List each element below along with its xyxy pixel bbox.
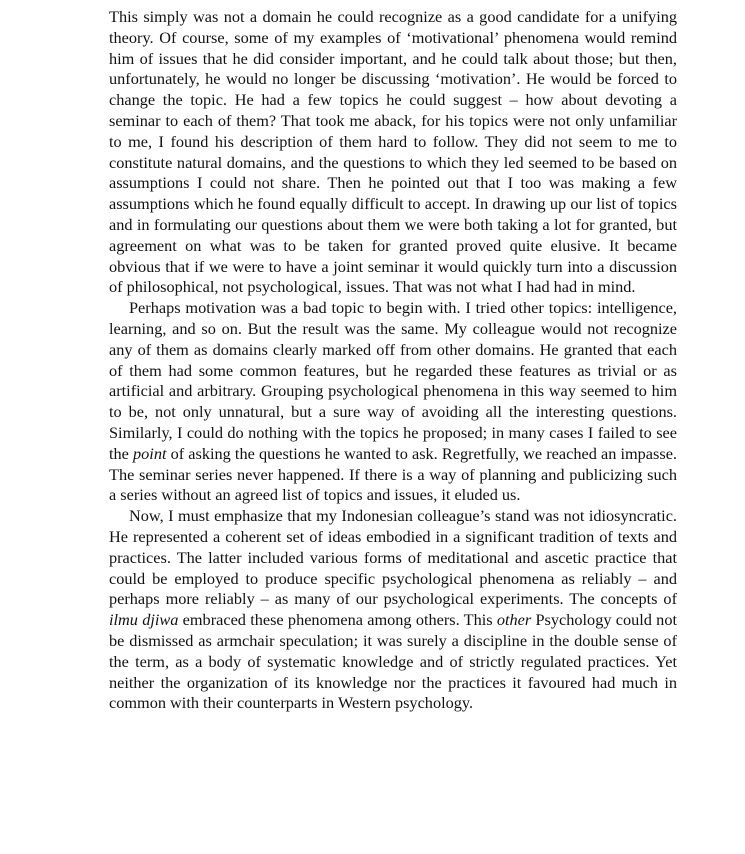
page-text [109,7,677,714]
paragraph-3-text-a: Now, I must emphasize that my Indonesian colleague’s stand was not idiosyncratic. He represented a coherent set of ideas embodied in a significant tradition of texts and practices. The latter included various forms of meditational and ascetic practice that could be employed to produce specific psychological phenomena as reliably – and perhaps more reliably – as many of our psychological experiments. The concepts of [109,506,677,609]
paragraph-3-text-c: Psychology could not be dismissed as armchair speculation; it was surely a discipline in the double sense of the term, as a body of systematic knowledge and of strictly regulated practices. Yet neither the organization of its knowledge nor the practices it favoured had much in common with their counterparts in Western psychology. [109,610,677,713]
paragraph-2-text-a: Perhaps motivation was a bad topic to begin with. I tried other topics: intelligence, learning, and so on. But the result was the same. My colleague would not recognize any of them as domains clearly marked off from other domains. He granted that each of them had some common features, but he regarded these features as trivial or as artificial and arbitrary. Grouping psychological phenomena in this way seemed to him to be, not only unnatural, but a sure way of avoiding all the interesting questions. Similarly, I could do nothing with the topics he proposed; in many cases I failed to see the [109,298,677,463]
paragraph-3-italic-ilmu-djiwa: ilmu djiwa [109,610,179,630]
paragraph-1-text: This simply was not a domain he could recognize as a good candidate for a unifying theory. Of course, some of my examples of ‘motivational’ phenomena would remind him of issues that he did consider important, and he could talk about those; but then, unfortunately, he would no longer be discussing ‘motivation’. He would be forced to change the topic. He had a few topics he could suggest – how about devoting a seminar to each of them? That took me aback, for his topics were not only unfamiliar to me, I found his description of them hard to follow. They did not seem to me to constitute natural domains, and the questions to which they led seemed to be based on assumptions I could not share. Then he pointed out that I too was making a few assumptions which he found equally difficult to accept. In drawing up our list of topics and in formulating our questions about them we were both taking a lot for granted, but agreement on what was to be taken for granted proved quite elusive. It became obvious that if we were to have a joint seminar it would quickly turn into a discussion of philosophical, not psychological, issues. That was not what I had had in mind. [109,7,677,297]
paragraph-3-text-b: embraced these phenomena among others. This [178,610,497,630]
paragraph-3 [109,506,677,714]
paragraph-2-text-b: of asking the questions he wanted to ask. Regretfully, we reached an impasse. The seminar series never happened. If there is a way of planning and publicizing such a series without an agreed list of topics and issues, it eluded us. [109,443,677,505]
paragraph-2 [109,298,677,506]
paragraph-2-italic-point: point [133,443,167,463]
paragraph-1 [109,7,677,298]
paragraph-3-italic-other: other [496,610,532,630]
